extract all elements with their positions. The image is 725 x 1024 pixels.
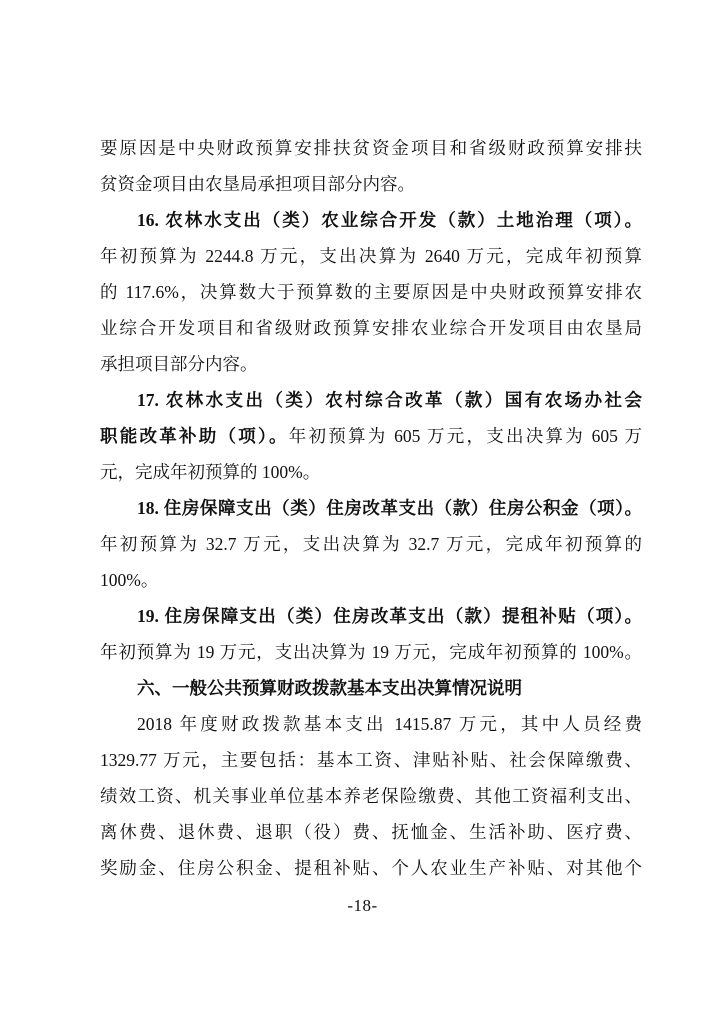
- text-line: [100, 274, 642, 310]
- page-number: -18-: [347, 896, 378, 915]
- text-line: [100, 742, 642, 778]
- text-line: [100, 670, 642, 706]
- text-segment: 的 117.6%，决算数大于预算数的主要原因是中央财政预算安排农: [100, 282, 642, 302]
- text-segment: 承担项目部分内容。: [100, 354, 258, 374]
- bold-text-segment: 18. 住房保障支出（类）住房改革支出（款）住房公积金（项）。: [137, 498, 642, 518]
- text-segment: 年初预算为 2244.8 万元，支出决算为 2640 万元，完成年初预算: [100, 246, 642, 266]
- document-body: [100, 130, 642, 886]
- text-line: [100, 562, 642, 598]
- text-segment: 年初预算为 32.7 万元，支出决算为 32.7 万元，完成年初预算的: [100, 534, 642, 554]
- text-line: [100, 130, 642, 166]
- text-segment: 年初预算为 605 万元，支出决算为 605 万: [288, 426, 642, 446]
- text-segment: 奖励金、住房公积金、提租补贴、个人农业生产补贴、对其他个: [100, 858, 642, 878]
- text-line: [100, 490, 642, 526]
- text-segment: 业综合开发项目和省级财政预算安排农业综合开发项目由农垦局: [100, 318, 642, 338]
- text-line: [100, 814, 642, 850]
- text-line: [100, 310, 642, 346]
- text-line: [100, 706, 642, 742]
- text-line: [100, 166, 642, 202]
- text-line: [100, 238, 642, 274]
- text-line: [100, 346, 642, 382]
- bold-text-segment: 16. 农林水支出（类）农业综合开发（款）土地治理（项）。: [137, 210, 642, 230]
- text-segment: 1329.77 万元，主要包括：基本工资、津贴补贴、社会保障缴费、: [100, 750, 642, 770]
- text-line: [100, 526, 642, 562]
- text-line: [100, 598, 642, 634]
- text-line: [100, 454, 642, 490]
- text-segment: 元，完成年初预算的 100%。: [100, 462, 321, 482]
- text-line: [100, 778, 642, 814]
- text-segment: 绩效工资、机关事业单位基本养老保险缴费、其他工资福利支出、: [100, 786, 642, 806]
- bold-text-segment: 17. 农林水支出（类）农村综合改革（款）国有农场办社会: [137, 390, 642, 410]
- bold-text-segment: 19. 住房保障支出（类）住房改革支出（款）提租补贴（项）。: [137, 606, 642, 626]
- text-line: [100, 202, 642, 238]
- text-segment: 2018 年度财政拨款基本支出 1415.87 万元，其中人员经费: [137, 714, 642, 734]
- bold-text-segment: 职能改革补助（项）。: [100, 426, 289, 446]
- text-line: [100, 850, 642, 886]
- text-segment: 要原因是中央财政预算安排扶贫资金项目和省级财政预算安排扶: [100, 138, 642, 158]
- text-line: [100, 418, 642, 454]
- text-segment: 贫资金项目由农垦局承担项目部分内容。: [100, 174, 415, 194]
- text-line: [100, 382, 642, 418]
- text-segment: 离休费、退休费、退职（役）费、抚恤金、生活补助、医疗费、: [100, 822, 642, 842]
- text-segment: 年初预算为 19 万元，支出决算为 19 万元，完成年初预算的 100%。: [100, 642, 642, 662]
- text-line: [100, 634, 642, 670]
- text-segment: 100%。: [100, 570, 159, 590]
- bold-text-segment: 六、一般公共预算财政拨款基本支出决算情况说明: [137, 678, 522, 698]
